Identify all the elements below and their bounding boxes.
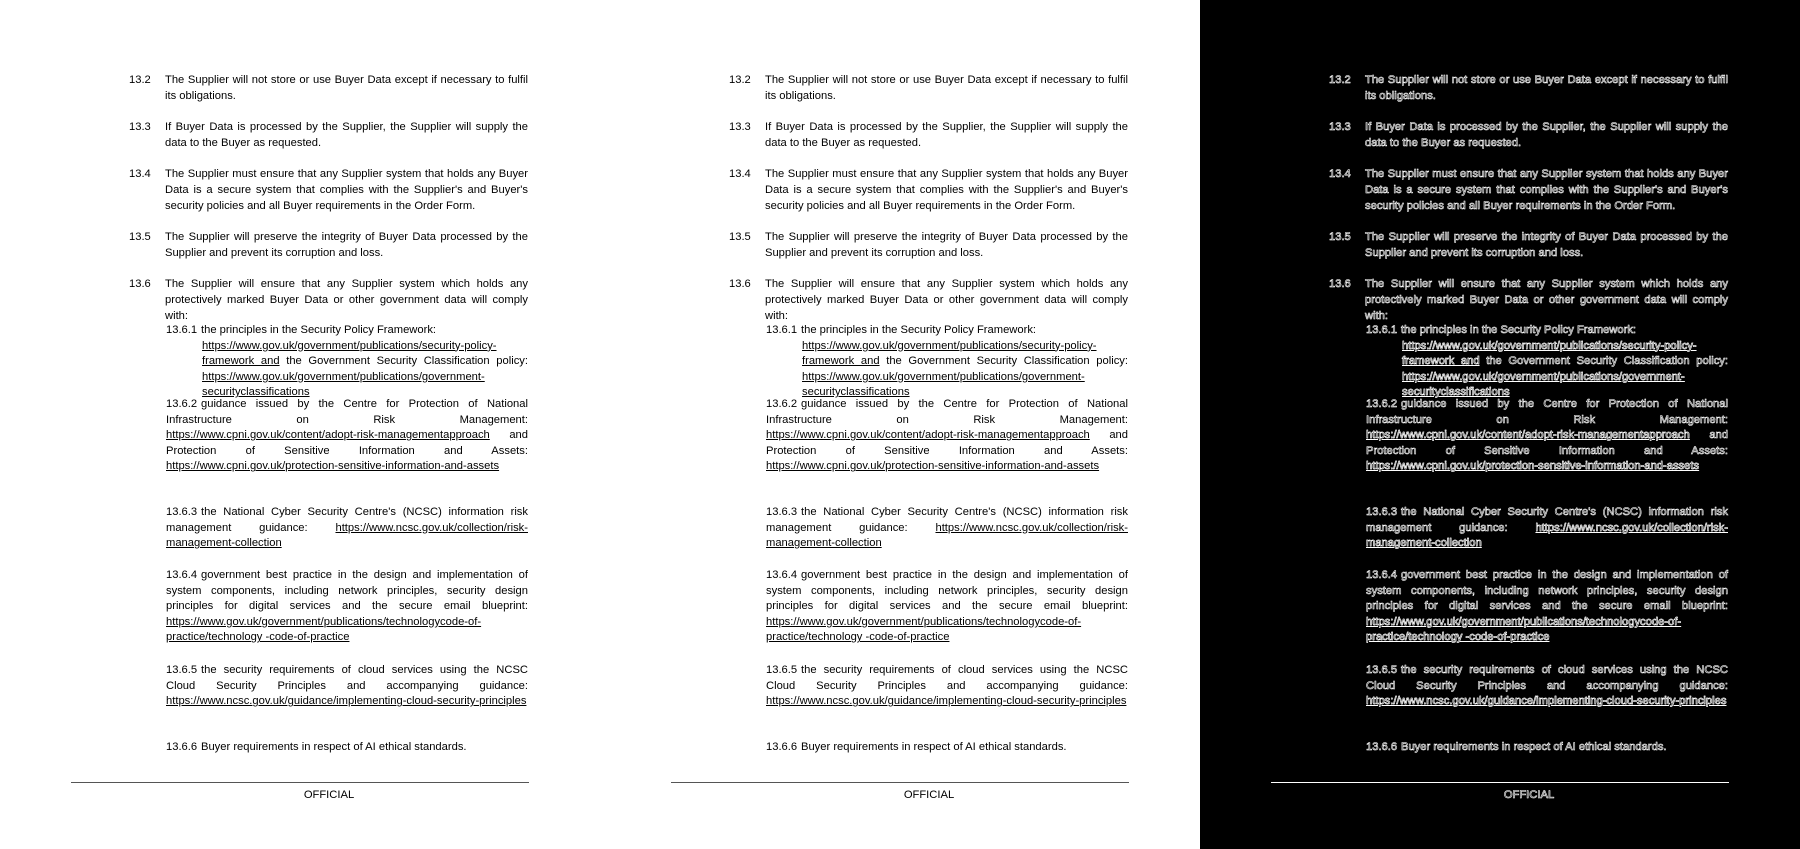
subclause-number: 13.6.4: [166, 569, 198, 581]
clause-text: The Supplier will ensure that any Supplier system which holds any protectively marked Buyer Data or other government data will comply with:: [765, 278, 1128, 322]
subclause-number: 13.6.3: [166, 506, 198, 518]
subclause-number: 13.6.2: [166, 398, 198, 410]
cpni-protection-link[interactable]: https://www.cpni.gov.uk/protection-sensitive-information-and-assets: [1366, 460, 1700, 473]
subclause-number: 13.6.1: [1366, 324, 1398, 336]
subclause-lead: the security requirements of cloud services using the NCSC Cloud Security Principles and accompanying guidance:: [166, 664, 528, 692]
subclause-lead: guidance issued by the Centre for Protection of National Infrastructure on Risk Management:: [166, 398, 528, 426]
subclause-13-6-1: [766, 323, 1128, 401]
subclause-number: 13.6.6: [766, 741, 798, 753]
clause-text: The Supplier must ensure that any Supplier system that holds any Buyer Data is a secure system that complies with the Supplier's and Buyer's security policies and all Buyer requirements in the Order Form.: [165, 168, 528, 212]
document-page: [0, 0, 600, 849]
page-panel-original: [0, 0, 600, 849]
footer-divider: [671, 782, 1129, 783]
clause-number: 13.5: [129, 231, 151, 243]
subclause-lead: the National Cyber Security Centre's (NCSC) information risk management guidance:: [1366, 506, 1728, 534]
footer-divider: [71, 782, 529, 783]
ncsc-cloud-security-link[interactable]: https://www.ncsc.gov.uk/guidance/implementing-cloud-security-principles: [766, 695, 1127, 708]
clause-text: The Supplier will ensure that any Supplier system which holds any protectively marked Buyer Data or other government data will comply with:: [1365, 278, 1728, 322]
clause-number: 13.2: [129, 74, 151, 86]
clause-text: The Supplier will not store or use Buyer Data except if necessary to fulfil its obligations.: [1365, 74, 1728, 102]
ncsc-cloud-security-link[interactable]: https://www.ncsc.gov.uk/guidance/implementing-cloud-security-principles: [166, 695, 527, 708]
page-panel-outlined: [1200, 0, 1800, 849]
subclause-number: 13.6.3: [766, 506, 798, 518]
subclause-text: [766, 505, 1128, 552]
clause-number: 13.6: [729, 278, 751, 290]
clause-text: The Supplier will ensure that any Supplier system which holds any protectively marked Buyer Data or other government data will comply with:: [165, 278, 528, 322]
subclause-text: [766, 568, 1128, 646]
subclause-number: 13.6.1: [166, 324, 198, 336]
subclause-13-6-3: [766, 505, 1128, 552]
subclause-number: 13.6.3: [1366, 506, 1398, 518]
clause-number: 13.6: [1329, 278, 1351, 290]
footer-classification: OFFICIAL: [903, 789, 955, 801]
cpni-risk-management-link[interactable]: https://www.cpni.gov.uk/content/adopt-risk-managementapproach: [1366, 429, 1690, 442]
subclause-mid: the Government Security Classification policy:: [279, 355, 528, 368]
clause-number: 13.3: [129, 121, 151, 133]
page-panel-duplicate: [600, 0, 1200, 849]
subclause-lead: government best practice in the design and implementation of system components, including network principles, security design principles for digital services and the secure email blueprint:: [766, 569, 1128, 613]
subclause-mid: and Protection of Sensitive Information and Assets:: [1366, 429, 1728, 457]
clause-number: 13.2: [729, 74, 751, 86]
clause-number: 13.3: [729, 121, 751, 133]
clause-text: The Supplier will not store or use Buyer Data except if necessary to fulfil its obligations.: [165, 74, 528, 102]
subclause-text: [766, 663, 1128, 710]
subclause-text: Buyer requirements in respect of AI ethical standards.: [1401, 741, 1667, 753]
clause-number: 13.6: [129, 278, 151, 290]
document-page: [600, 0, 1200, 849]
subclause-lead: the security requirements of cloud services using the NCSC Cloud Security Principles and accompanying guidance:: [1366, 664, 1728, 692]
cpni-protection-link[interactable]: https://www.cpni.gov.uk/protection-sensitive-information-and-assets: [766, 460, 1100, 473]
clause-number: 13.3: [1329, 121, 1351, 133]
subclause-number: 13.6.2: [766, 398, 798, 410]
clause-text: The Supplier must ensure that any Supplier system that holds any Buyer Data is a secure system that complies with the Supplier's and Buyer's security policies and all Buyer requirements in the Order Form.: [1365, 168, 1728, 212]
clause-number: 13.4: [729, 168, 751, 180]
subclause-13-6-1: [166, 323, 528, 401]
security-classifications-link[interactable]: https://www.gov.uk/government/publications/government-securityclassifications: [1402, 370, 1685, 399]
technology-code-of-practice-link[interactable]: https://www.gov.uk/government/publications/technologycode-of-practice/technology -code-of-practice: [1366, 615, 1682, 644]
subclause-text: [766, 323, 1128, 339]
ncsc-risk-management-link[interactable]: https://www.ncsc.gov.uk/collection/risk-management-collection: [166, 521, 528, 550]
subclause-number: 13.6.2: [1366, 398, 1398, 410]
cpni-risk-management-link[interactable]: https://www.cpni.gov.uk/content/adopt-risk-managementapproach: [766, 429, 1090, 442]
clause-text: The Supplier must ensure that any Supplier system that holds any Buyer Data is a secure system that complies with the Supplier's and Buyer's security policies and all Buyer requirements in the Order Form.: [765, 168, 1128, 212]
clause-text: The Supplier will preserve the integrity of Buyer Data processed by the Supplier and prevent its corruption and loss.: [165, 231, 528, 259]
subclause-text: Buyer requirements in respect of AI ethical standards.: [801, 741, 1067, 753]
subclause-text: [1366, 323, 1728, 339]
subclause-mid: and Protection of Sensitive Information and Assets:: [166, 429, 528, 457]
subclause-number: 13.6.4: [766, 569, 798, 581]
security-policy-framework-link[interactable]: https://www.gov.uk/government/publications/security-policy-framework and: [1402, 339, 1697, 368]
clause-number: 13.4: [129, 168, 151, 180]
subclause-13-6-4: [766, 568, 1128, 646]
subclause-13-6-5: [166, 663, 528, 710]
subclause-text: [766, 397, 1128, 475]
security-classifications-link[interactable]: https://www.gov.uk/government/publications/government-securityclassifications: [202, 370, 485, 399]
subclause-number: 13.6.5: [766, 664, 798, 676]
subclause-text: Buyer requirements in respect of AI ethical standards.: [201, 741, 467, 753]
security-policy-framework-link[interactable]: https://www.gov.uk/government/publications/security-policy-framework and: [202, 339, 497, 368]
subclause-text: [1366, 663, 1728, 710]
ncsc-cloud-security-link[interactable]: https://www.ncsc.gov.uk/guidance/implementing-cloud-security-principles: [1366, 695, 1727, 708]
subclause-number: 13.6.5: [1366, 664, 1398, 676]
document-page: [1200, 0, 1800, 849]
subclause-number: 13.6.4: [1366, 569, 1398, 581]
subclause-lead: government best practice in the design and implementation of system components, including network principles, security design principles for digital services and the secure email blueprint:: [166, 569, 528, 613]
subclause-13-6-6: [766, 740, 1128, 756]
subclause-text: [166, 568, 528, 646]
subclause-lead: the principles in the Security Policy Framework:: [1401, 324, 1637, 336]
footer-divider: [1271, 782, 1729, 783]
subclause-lead: the National Cyber Security Centre's (NCSC) information risk management guidance:: [766, 506, 1128, 534]
subclause-mid: the Government Security Classification policy:: [879, 355, 1128, 368]
subclause-13-6-3: [166, 505, 528, 552]
subclause-13-6-5: [766, 663, 1128, 710]
subclause-detail: [766, 339, 1128, 401]
clause-text: If Buyer Data is processed by the Supplier, the Supplier will supply the data to the Buyer as requested.: [765, 121, 1128, 149]
subclause-text: [1366, 568, 1728, 646]
subclause-text: [166, 505, 528, 552]
technology-code-of-practice-link[interactable]: https://www.gov.uk/government/publications/technologycode-of-practice/technology -code-of-practice: [166, 615, 482, 644]
clause-number: 13.5: [729, 231, 751, 243]
subclause-lead: the principles in the Security Policy Framework:: [201, 324, 437, 336]
cpni-risk-management-link[interactable]: https://www.cpni.gov.uk/content/adopt-risk-managementapproach: [166, 429, 490, 442]
security-policy-framework-link[interactable]: https://www.gov.uk/government/publications/security-policy-framework and: [802, 339, 1097, 368]
subclause-lead: the principles in the Security Policy Framework:: [801, 324, 1037, 336]
subclause-text: [1366, 505, 1728, 552]
subclause-lead: guidance issued by the Centre for Protection of National Infrastructure on Risk Management:: [766, 398, 1128, 426]
subclause-13-6-1: [1366, 323, 1728, 401]
cpni-protection-link[interactable]: https://www.cpni.gov.uk/protection-sensitive-information-and-assets: [166, 460, 500, 473]
subclause-lead: guidance issued by the Centre for Protection of National Infrastructure on Risk Management:: [1366, 398, 1728, 426]
subclause-number: 13.6.1: [766, 324, 798, 336]
clause-number: 13.2: [1329, 74, 1351, 86]
subclause-text: [166, 323, 528, 339]
subclause-13-6-2: [766, 397, 1128, 475]
subclause-13-6-6: [1366, 740, 1728, 756]
subclause-lead: government best practice in the design and implementation of system components, including network principles, security design principles for digital services and the secure email blueprint:: [1366, 569, 1728, 613]
subclause-13-6-4: [1366, 568, 1728, 646]
subclause-13-6-4: [166, 568, 528, 646]
footer-classification: OFFICIAL: [1503, 789, 1555, 801]
clause-number: 13.4: [1329, 168, 1351, 180]
subclause-text: [166, 663, 528, 710]
subclause-number: 13.6.6: [166, 741, 198, 753]
subclause-text: [166, 397, 528, 475]
subclause-number: 13.6.5: [166, 664, 198, 676]
clause-number: 13.5: [1329, 231, 1351, 243]
subclause-number: 13.6.6: [1366, 741, 1398, 753]
security-classifications-link[interactable]: https://www.gov.uk/government/publications/government-securityclassifications: [802, 370, 1085, 399]
subclause-text: [1366, 397, 1728, 475]
ncsc-risk-management-link[interactable]: https://www.ncsc.gov.uk/collection/risk-management-collection: [766, 521, 1128, 550]
clause-text: If Buyer Data is processed by the Supplier, the Supplier will supply the data to the Buyer as requested.: [165, 121, 528, 149]
subclause-detail: [1366, 339, 1728, 401]
ncsc-risk-management-link[interactable]: https://www.ncsc.gov.uk/collection/risk-management-collection: [1366, 521, 1728, 550]
subclause-13-6-2: [166, 397, 528, 475]
subclause-13-6-2: [1366, 397, 1728, 475]
clause-text: If Buyer Data is processed by the Supplier, the Supplier will supply the data to the Buyer as requested.: [1365, 121, 1728, 149]
subclause-mid: the Government Security Classification policy:: [1479, 355, 1728, 368]
clause-text: The Supplier will preserve the integrity of Buyer Data processed by the Supplier and prevent its corruption and loss.: [1365, 231, 1728, 259]
clause-text: The Supplier will not store or use Buyer Data except if necessary to fulfil its obligations.: [765, 74, 1128, 102]
footer-classification: OFFICIAL: [303, 789, 355, 801]
subclause-13-6-6: [166, 740, 528, 756]
clause-text: The Supplier will preserve the integrity of Buyer Data processed by the Supplier and prevent its corruption and loss.: [765, 231, 1128, 259]
technology-code-of-practice-link[interactable]: https://www.gov.uk/government/publications/technologycode-of-practice/technology -code-of-practice: [766, 615, 1082, 644]
subclause-lead: the National Cyber Security Centre's (NCSC) information risk management guidance:: [166, 506, 528, 534]
subclause-detail: [166, 339, 528, 401]
subclause-mid: and Protection of Sensitive Information and Assets:: [766, 429, 1128, 457]
subclause-lead: the security requirements of cloud services using the NCSC Cloud Security Principles and accompanying guidance:: [766, 664, 1128, 692]
subclause-13-6-3: [1366, 505, 1728, 552]
subclause-13-6-5: [1366, 663, 1728, 710]
